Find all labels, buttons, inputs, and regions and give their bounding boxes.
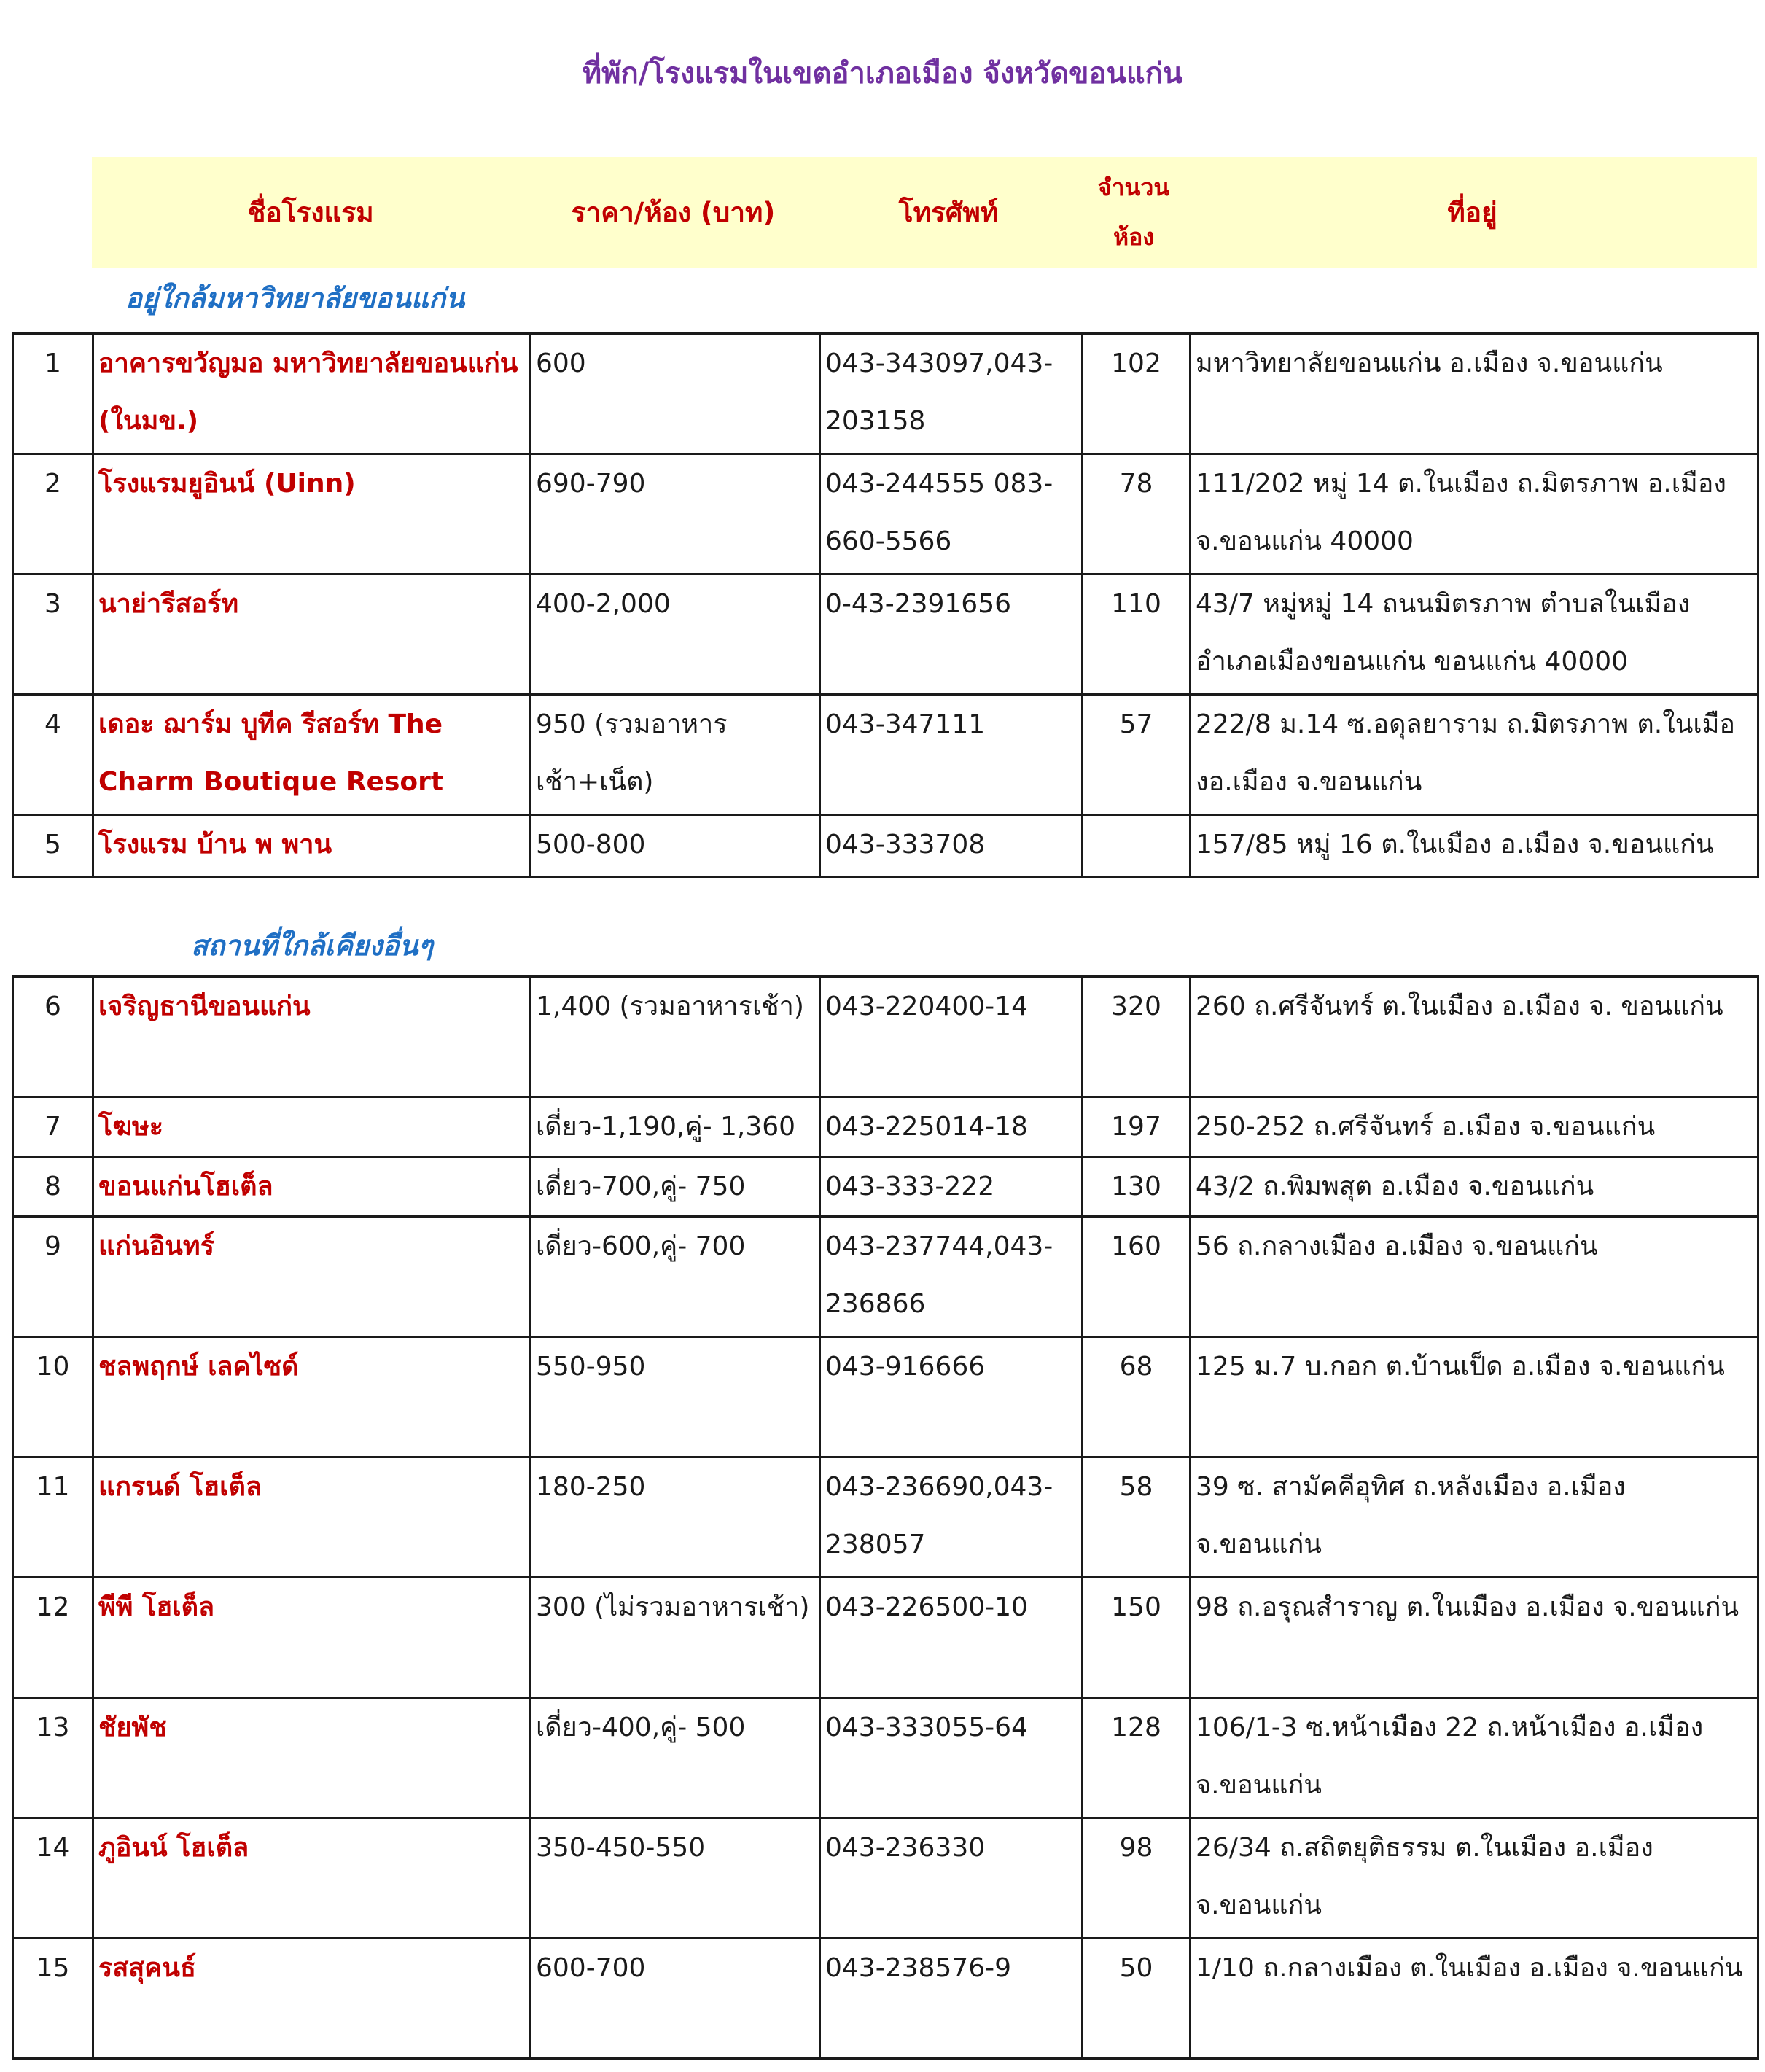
hotel-room-count: 110 — [1083, 575, 1191, 695]
hotel-room-count: 50 — [1083, 1939, 1191, 2059]
hotel-phone: 043-343097,043-203158 — [820, 334, 1083, 454]
row-number: 9 — [13, 1217, 93, 1337]
hotel-name: ชัยพัช — [93, 1698, 531, 1818]
hotel-price: 180-250 — [531, 1457, 820, 1578]
hotel-name: โรงแรม บ้าน พ พาน — [93, 815, 531, 877]
header-address: ที่อยู่ — [1447, 196, 1497, 228]
hotel-address: 1/10 ถ.กลางเมือง ต.ในเมือง อ.เมือง จ.ขอนแก่น — [1191, 1939, 1758, 2059]
hotel-address: 260 ถ.ศรีจันทร์ ต.ในเมือง อ.เมือง จ. ขอนแก่น — [1191, 977, 1758, 1097]
hotel-phone: 043-347111 — [820, 695, 1083, 815]
table-row — [13, 977, 1758, 1097]
hotel-price: 1,400 (รวมอาหารเช้า) — [531, 977, 820, 1097]
hotel-address: 125 ม.7 บ.กอก ต.บ้านเป็ด อ.เมือง จ.ขอนแก่น — [1191, 1337, 1758, 1457]
hotel-name: ภูอินน์ โฮเต็ล — [93, 1818, 531, 1939]
row-number: 10 — [13, 1337, 93, 1457]
hotel-address: 26/34 ถ.สถิตยุติธรรม ต.ในเมือง อ.เมือง จ.ขอนแก่น — [1191, 1818, 1758, 1939]
hotel-room-count: 78 — [1083, 454, 1191, 575]
hotel-address: 106/1-3 ซ.หน้าเมือง 22 ถ.หน้าเมือง อ.เมือง จ.ขอนแก่น — [1191, 1698, 1758, 1818]
row-number: 12 — [13, 1578, 93, 1698]
table-row — [13, 1698, 1758, 1818]
hotel-price: 690-790 — [531, 454, 820, 575]
header-room-count-line1: จำนวน — [1097, 174, 1170, 201]
row-number: 8 — [13, 1157, 93, 1217]
hotel-phone: 043-220400-14 — [820, 977, 1083, 1097]
hotel-address: 39 ซ. สามัคคีอุทิศ ถ.หลังเมือง อ.เมือง จ.ขอนแก่น — [1191, 1457, 1758, 1578]
hotel-name: เจริญธานีขอนแก่น — [93, 977, 531, 1097]
hotel-name: โรงแรมยูอินน์ (Uinn) — [93, 454, 531, 575]
table-row — [13, 815, 1758, 877]
hotel-price: 500-800 — [531, 815, 820, 877]
row-number: 4 — [13, 695, 93, 815]
hotel-room-count: 98 — [1083, 1818, 1191, 1939]
hotel-price: เดี่ยว-600,คู่- 700 — [531, 1217, 820, 1337]
header-phone: โทรศัพท์ — [898, 196, 999, 228]
hotel-price: 950 (รวมอาหารเช้า+เน็ต) — [531, 695, 820, 815]
hotel-name: ชลพฤกษ์ เลคไซด์ — [93, 1337, 531, 1457]
section-heading-other-places: สถานที่ใกล้เคียงอื่นๆ — [191, 930, 433, 962]
hotel-address: 250-252 ถ.ศรีจันทร์ อ.เมือง จ.ขอนแก่น — [1191, 1097, 1758, 1157]
hotel-room-count: 160 — [1083, 1217, 1191, 1337]
hotel-address: มหาวิทยาลัยขอนแก่น อ.เมือง จ.ขอนแก่น — [1191, 334, 1758, 454]
hotel-room-count: 130 — [1083, 1157, 1191, 1217]
hotel-room-count: 197 — [1083, 1097, 1191, 1157]
table-row — [13, 1578, 1758, 1698]
hotel-address: 98 ถ.อรุณสำราญ ต.ในเมือง อ.เมือง จ.ขอนแก่น — [1191, 1578, 1758, 1698]
hotel-price: 550-950 — [531, 1337, 820, 1457]
table-row — [13, 1217, 1758, 1337]
hotel-phone: 0-43-2391656 — [820, 575, 1083, 695]
row-number: 13 — [13, 1698, 93, 1818]
hotel-name: แก่นอินทร์ — [93, 1217, 531, 1337]
hotel-address: 157/85 หมู่ 16 ต.ในเมือง อ.เมือง จ.ขอนแก่น — [1191, 815, 1758, 877]
row-number: 2 — [13, 454, 93, 575]
hotel-phone: 043-237744,043-236866 — [820, 1217, 1083, 1337]
page-title: ที่พัก/โรงแรมในเขตอำเภอเมือง จังหวัดขอนแก่น — [582, 57, 1183, 90]
header-room-count-line2: ห้อง — [1113, 223, 1154, 251]
table-row — [13, 1157, 1758, 1217]
hotel-price: 350-450-550 — [531, 1818, 820, 1939]
header-hotel-name: ชื่อโรงแรม — [247, 196, 374, 228]
hotel-table-other-places — [12, 975, 1759, 2060]
hotel-room-count: 150 — [1083, 1578, 1191, 1698]
hotel-room-count: 320 — [1083, 977, 1191, 1097]
hotel-room-count: 57 — [1083, 695, 1191, 815]
hotel-address: 56 ถ.กลางเมือง อ.เมือง จ.ขอนแก่น — [1191, 1217, 1758, 1337]
table-row — [13, 695, 1758, 815]
hotel-phone: 043-333-222 — [820, 1157, 1083, 1217]
hotel-phone: 043-244555 083-660-5566 — [820, 454, 1083, 575]
hotel-price: 600-700 — [531, 1939, 820, 2059]
table-row — [13, 454, 1758, 575]
hotel-phone: 043-238576-9 — [820, 1939, 1083, 2059]
hotel-price: เดี่ยว-400,คู่- 500 — [531, 1698, 820, 1818]
hotel-phone: 043-236690,043-238057 — [820, 1457, 1083, 1578]
table-row — [13, 1457, 1758, 1578]
hotel-phone: 043-236330 — [820, 1818, 1083, 1939]
header-room-count — [1080, 157, 1188, 268]
table-row — [13, 1337, 1758, 1457]
hotel-room-count: 128 — [1083, 1698, 1191, 1818]
table-row — [13, 1939, 1758, 2059]
hotel-room-count: 68 — [1083, 1337, 1191, 1457]
hotel-name: พีพี โฮเต็ล — [93, 1578, 531, 1698]
hotel-name: นาย่ารีสอร์ท — [93, 575, 531, 695]
hotel-phone: 043-333708 — [820, 815, 1083, 877]
hotel-name: อาคารขวัญมอ มหาวิทยาลัยขอนแก่น (ในมข.) — [93, 334, 531, 454]
hotel-name: แกรนด์ โฮเต็ล — [93, 1457, 531, 1578]
hotel-price: 600 — [531, 334, 820, 454]
hotel-phone: 043-226500-10 — [820, 1578, 1083, 1698]
hotel-price: เดี่ยว-700,คู่- 750 — [531, 1157, 820, 1217]
section-heading-near-university: อยู่ใกล้มหาวิทยาลัยขอนแก่น — [125, 282, 465, 314]
row-number: 1 — [13, 334, 93, 454]
hotel-room-count: 102 — [1083, 334, 1191, 454]
hotel-address: 111/202 หมู่ 14 ต.ในเมือง ถ.มิตรภาพ อ.เมือง จ.ขอนแก่น 40000 — [1191, 454, 1758, 575]
row-number: 3 — [13, 575, 93, 695]
hotel-room-count — [1083, 815, 1191, 877]
hotel-price: 300 (ไม่รวมอาหารเช้า) — [531, 1578, 820, 1698]
row-number: 6 — [13, 977, 93, 1097]
hotel-address: 43/2 ถ.พิมพสุต อ.เมือง จ.ขอนแก่น — [1191, 1157, 1758, 1217]
hotel-price: เดี่ยว-1,190,คู่- 1,360 — [531, 1097, 820, 1157]
hotel-phone: 043-333055-64 — [820, 1698, 1083, 1818]
header-price: ราคา/ห้อง (บาท) — [571, 196, 776, 228]
hotel-price: 400-2,000 — [531, 575, 820, 695]
table-row — [13, 575, 1758, 695]
hotel-room-count: 58 — [1083, 1457, 1191, 1578]
row-number: 7 — [13, 1097, 93, 1157]
table-row — [13, 1097, 1758, 1157]
table-header — [92, 157, 1757, 268]
hotel-name: เดอะ ฌาร์ม บูทีค รีสอร์ท The Charm Boutique Resort — [93, 695, 531, 815]
hotel-name: รสสุคนธ์ — [93, 1939, 531, 2059]
hotel-name: โฆษะ — [93, 1097, 531, 1157]
table-row — [13, 334, 1758, 454]
hotel-phone: 043-916666 — [820, 1337, 1083, 1457]
hotel-name: ขอนแก่นโฮเต็ล — [93, 1157, 531, 1217]
hotel-phone: 043-225014-18 — [820, 1097, 1083, 1157]
row-number: 15 — [13, 1939, 93, 2059]
hotel-table-near-university — [12, 332, 1759, 878]
row-number: 11 — [13, 1457, 93, 1578]
row-number: 5 — [13, 815, 93, 877]
table-row — [13, 1818, 1758, 1939]
hotel-address: 222/8 ม.14 ซ.อดุลยาราม ถ.มิตรภาพ ต.ในเมืองอ.เมือง จ.ขอนแก่น — [1191, 695, 1758, 815]
hotel-address: 43/7 หมู่หมู่ 14 ถนนมิตรภาพ ตำบลในเมือง อำเภอเมืองขอนแก่น ขอนแก่น 40000 — [1191, 575, 1758, 695]
row-number: 14 — [13, 1818, 93, 1939]
